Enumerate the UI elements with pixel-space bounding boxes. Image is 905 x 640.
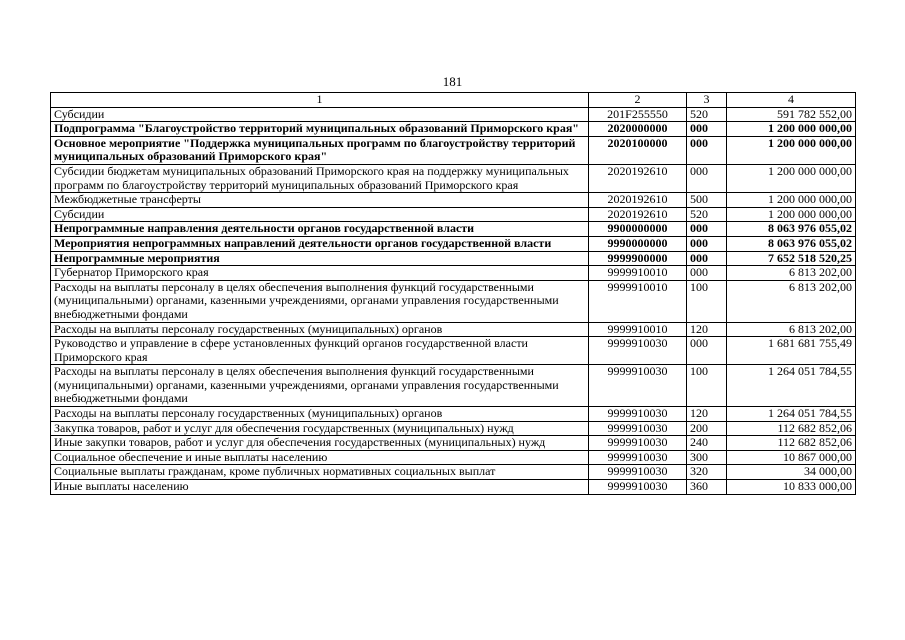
row-type-cell: 520	[687, 107, 727, 122]
row-code-cell: 2020192610	[589, 207, 687, 222]
table-body	[51, 93, 856, 495]
row-sum-cell: 1 200 000 000,00	[727, 136, 856, 164]
row-sum-cell: 1 200 000 000,00	[727, 207, 856, 222]
table-row	[51, 107, 856, 122]
row-code-cell: 9999910030	[589, 450, 687, 465]
row-code-cell: 9999910030	[589, 407, 687, 422]
row-type-cell: 100	[687, 365, 727, 407]
row-type-cell: 120	[687, 322, 727, 337]
row-code-cell: 9990000000	[589, 236, 687, 251]
table-row	[51, 236, 856, 251]
table-row	[51, 337, 856, 365]
row-type-cell: 500	[687, 193, 727, 208]
row-sum-cell: 112 682 852,06	[727, 436, 856, 451]
column-header-name: 1	[51, 93, 589, 108]
row-type-cell: 000	[687, 122, 727, 137]
row-code-cell: 9999910030	[589, 436, 687, 451]
row-type-cell: 520	[687, 207, 727, 222]
table-row	[51, 207, 856, 222]
table-row	[51, 365, 856, 407]
row-sum-cell: 1 200 000 000,00	[727, 193, 856, 208]
row-name-cell: Непрограммные направления деятельности органов государственной власти	[51, 222, 589, 237]
table-row	[51, 122, 856, 137]
row-sum-cell: 10 833 000,00	[727, 480, 856, 495]
row-code-cell: 9999910030	[589, 465, 687, 480]
row-sum-cell: 34 000,00	[727, 465, 856, 480]
row-type-cell: 360	[687, 480, 727, 495]
row-type-cell: 000	[687, 136, 727, 164]
table-row	[51, 450, 856, 465]
row-sum-cell: 6 813 202,00	[727, 266, 856, 281]
row-type-cell: 320	[687, 465, 727, 480]
row-name-cell: Непрограммные мероприятия	[51, 251, 589, 266]
column-header-type: 3	[687, 93, 727, 108]
table-row	[51, 266, 856, 281]
table-row	[51, 465, 856, 480]
row-type-cell: 000	[687, 266, 727, 281]
row-sum-cell: 1 264 051 784,55	[727, 407, 856, 422]
table-header-row	[51, 93, 856, 108]
row-type-cell: 240	[687, 436, 727, 451]
row-sum-cell: 112 682 852,06	[727, 421, 856, 436]
row-type-cell: 200	[687, 421, 727, 436]
table-row	[51, 251, 856, 266]
row-sum-cell: 1 681 681 755,49	[727, 337, 856, 365]
row-type-cell: 000	[687, 337, 727, 365]
row-name-cell: Социальные выплаты гражданам, кроме публичных нормативных социальных выплат	[51, 465, 589, 480]
row-code-cell: 2020192610	[589, 193, 687, 208]
table-row	[51, 222, 856, 237]
row-name-cell: Социальное обеспечение и иные выплаты населению	[51, 450, 589, 465]
column-header-sum: 4	[727, 93, 856, 108]
row-code-cell: 9900000000	[589, 222, 687, 237]
row-code-cell: 9999910030	[589, 421, 687, 436]
row-name-cell: Субсидии	[51, 107, 589, 122]
row-sum-cell: 8 063 976 055,02	[727, 236, 856, 251]
table-row	[51, 322, 856, 337]
row-code-cell: 9999900000	[589, 251, 687, 266]
table-row	[51, 480, 856, 495]
row-type-cell: 100	[687, 280, 727, 322]
row-name-cell: Межбюджетные трансферты	[51, 193, 589, 208]
row-name-cell: Мероприятия непрограммных направлений деятельности органов государственной власти	[51, 236, 589, 251]
row-sum-cell: 10 867 000,00	[727, 450, 856, 465]
row-name-cell: Субсидии	[51, 207, 589, 222]
budget-table	[50, 92, 856, 495]
row-sum-cell: 6 813 202,00	[727, 322, 856, 337]
table-row	[51, 280, 856, 322]
row-name-cell: Основное мероприятие "Поддержка муниципальных программ по благоустройству территорий муниципальных образований Приморского края"	[51, 136, 589, 164]
row-type-cell: 000	[687, 251, 727, 266]
row-code-cell: 201F255550	[589, 107, 687, 122]
row-name-cell: Иные закупки товаров, работ и услуг для обеспечения государственных (муниципальных) нужд	[51, 436, 589, 451]
row-name-cell: Расходы на выплаты персоналу государственных (муниципальных) органов	[51, 407, 589, 422]
row-type-cell: 300	[687, 450, 727, 465]
row-sum-cell: 1 264 051 784,55	[727, 365, 856, 407]
row-code-cell: 2020100000	[589, 136, 687, 164]
row-name-cell: Руководство и управление в сфере установленных функций органов государственной власти Приморского края	[51, 337, 589, 365]
row-type-cell: 000	[687, 222, 727, 237]
column-header-code: 2	[589, 93, 687, 108]
row-sum-cell: 6 813 202,00	[727, 280, 856, 322]
table-row	[51, 421, 856, 436]
table-row	[51, 136, 856, 164]
row-name-cell: Губернатор Приморского края	[51, 266, 589, 281]
row-type-cell: 000	[687, 236, 727, 251]
row-code-cell: 9999910030	[589, 480, 687, 495]
row-sum-cell: 8 063 976 055,02	[727, 222, 856, 237]
row-code-cell: 2020000000	[589, 122, 687, 137]
row-name-cell: Субсидии бюджетам муниципальных образований Приморского края на поддержку муниципальных программ по благоустройству территорий муниципальных образований Приморского края	[51, 164, 589, 192]
row-name-cell: Подпрограмма "Благоустройство территорий муниципальных образований Приморского края"	[51, 122, 589, 137]
table-row	[51, 164, 856, 192]
table-row	[51, 436, 856, 451]
row-name-cell: Расходы на выплаты персоналу в целях обеспечения выполнения функций государственными (муниципальными) органами, казенными учреждениями, органами управления государственными внебюджетными фондами	[51, 365, 589, 407]
page-number: 181	[442, 74, 463, 89]
row-name-cell: Иные выплаты населению	[51, 480, 589, 495]
row-name-cell: Расходы на выплаты персоналу государственных (муниципальных) органов	[51, 322, 589, 337]
row-code-cell: 9999910030	[589, 365, 687, 407]
row-sum-cell: 1 200 000 000,00	[727, 164, 856, 192]
row-sum-cell: 1 200 000 000,00	[727, 122, 856, 137]
table-row	[51, 407, 856, 422]
row-type-cell: 000	[687, 164, 727, 192]
row-code-cell: 9999910010	[589, 322, 687, 337]
row-type-cell: 120	[687, 407, 727, 422]
row-name-cell: Расходы на выплаты персоналу в целях обеспечения выполнения функций государственными (муниципальными) органами, казенными учреждениями, органами управления государственными внебюджетными фондами	[51, 280, 589, 322]
row-code-cell: 2020192610	[589, 164, 687, 192]
row-code-cell: 9999910010	[589, 280, 687, 322]
table-row	[51, 193, 856, 208]
row-name-cell: Закупка товаров, работ и услуг для обеспечения государственных (муниципальных) нужд	[51, 421, 589, 436]
row-sum-cell: 7 652 518 520,25	[727, 251, 856, 266]
row-code-cell: 9999910030	[589, 337, 687, 365]
row-sum-cell: 591 782 552,00	[727, 107, 856, 122]
row-code-cell: 9999910010	[589, 266, 687, 281]
